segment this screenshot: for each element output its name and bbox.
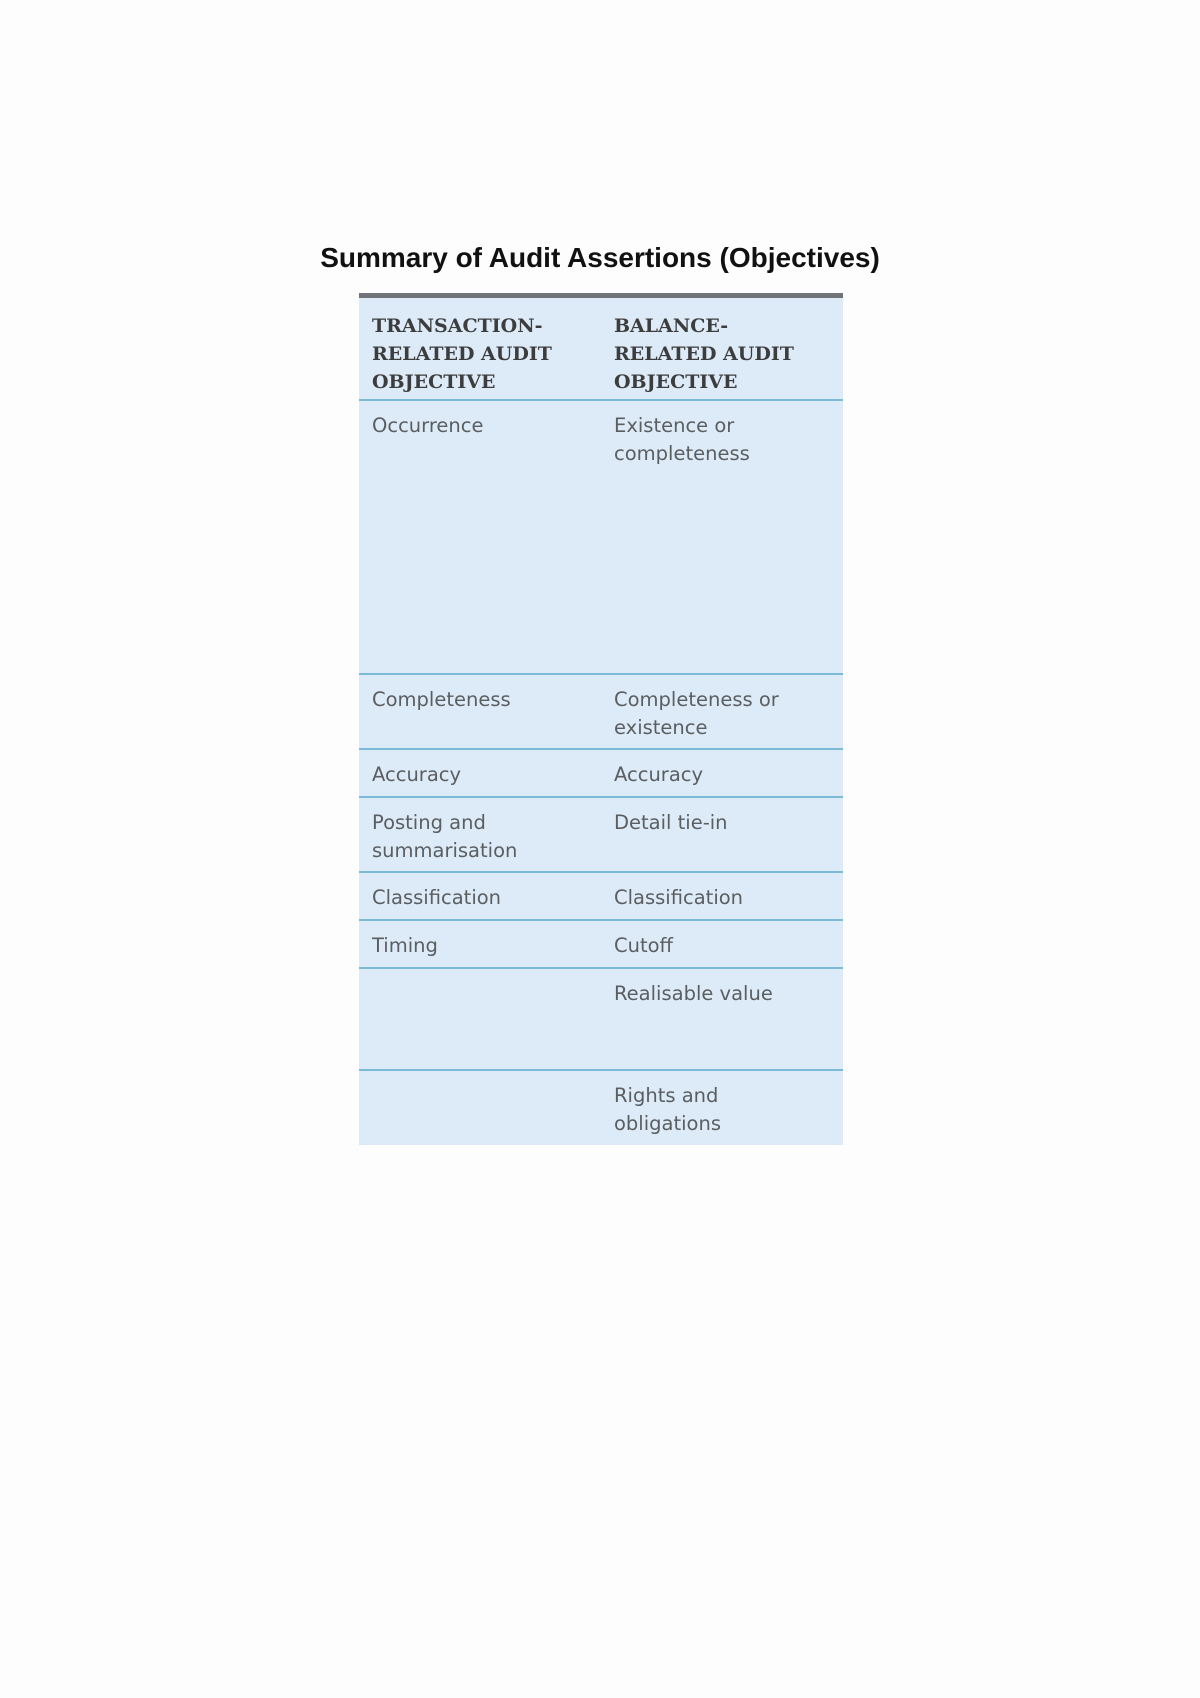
- transaction-objective-cell: Posting and summarisation: [372, 811, 518, 862]
- balance-objective-cell: Completeness or existence: [614, 688, 779, 739]
- table-row: [359, 401, 843, 675]
- transaction-objective-cell: Occurrence: [372, 414, 484, 437]
- table-row: [359, 798, 843, 873]
- balance-objective-cell: Detail tie-in: [614, 811, 728, 834]
- balance-objective-cell: Classification: [614, 886, 744, 909]
- balance-objective-cell: Accuracy: [614, 763, 704, 786]
- table-row: [359, 1071, 843, 1145]
- balance-objective-cell: Realisable value: [614, 982, 773, 1005]
- table-row: [359, 750, 843, 798]
- transaction-objective-cell: Accuracy: [372, 763, 462, 786]
- transaction-objective-cell: Completeness: [372, 688, 511, 711]
- balance-objective-cell: Rights and obligations: [614, 1084, 721, 1135]
- table-header-row: [359, 298, 843, 401]
- transaction-objective-cell: [359, 969, 601, 1069]
- transaction-objective-cell: Classification: [372, 886, 502, 909]
- page-title: Summary of Audit Assertions (Objectives): [320, 242, 880, 273]
- transaction-objective-cell: Timing: [372, 934, 438, 957]
- header-transaction-objective: TRANSACTION- RELATED AUDIT OBJECTIVE: [372, 315, 552, 393]
- audit-objectives-table: [359, 293, 843, 1145]
- table-row: [359, 873, 843, 921]
- transaction-objective-cell: [359, 1071, 601, 1145]
- table-row: [359, 969, 843, 1071]
- header-balance-objective: BALANCE- RELATED AUDIT OBJECTIVE: [614, 315, 794, 393]
- table-row: [359, 675, 843, 750]
- table-row: [359, 921, 843, 969]
- balance-objective-cell: Cutoff: [614, 934, 673, 957]
- balance-objective-cell: Existence or completeness: [614, 414, 750, 465]
